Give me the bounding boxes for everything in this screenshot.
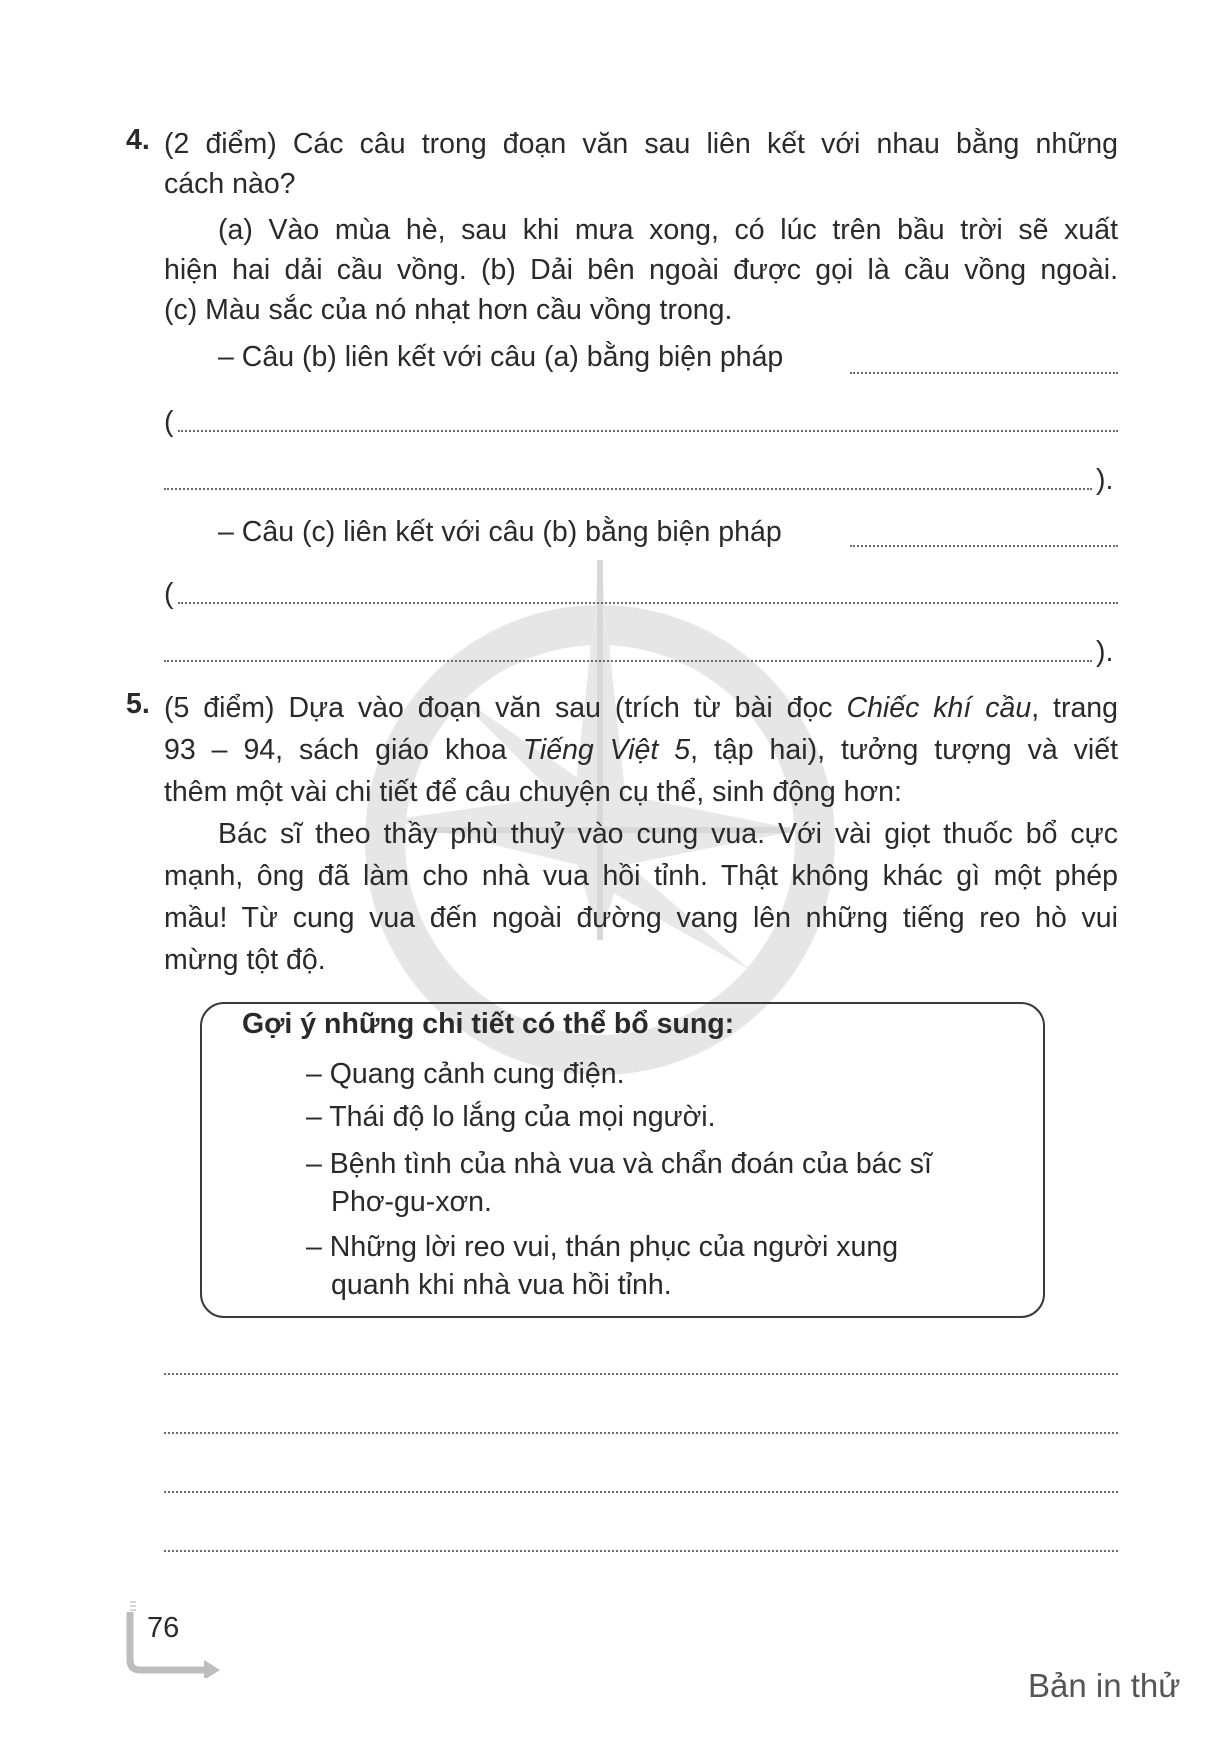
question-4-number: 4. (126, 124, 150, 156)
question-5-prompt-line (164, 730, 1118, 770)
answer-line-b-1[interactable] (850, 372, 1118, 374)
writing-line[interactable] (164, 1491, 1118, 1493)
answer-line-c-2[interactable] (178, 602, 1118, 604)
question-5-prompt-text: , trang (1031, 692, 1119, 724)
hint-item: – Quang cảnh cung điện. (306, 1058, 625, 1090)
question-5-number: 5. (126, 688, 150, 720)
answer-line-c-3[interactable] (164, 660, 1092, 662)
hint-item-continued: Phơ-gu-xơn. (331, 1186, 492, 1218)
writing-line[interactable] (164, 1550, 1118, 1552)
hint-item: – Thái độ lo lắng của mọi người. (306, 1101, 716, 1133)
question-4-prompt: (2 điểm) Các câu trong đoạn văn sau liên kết với nhau bằng những (164, 128, 1118, 160)
close-paren: ). (1096, 636, 1114, 668)
question-5-prompt-text: (5 điểm) Dựa vào đoạn văn sau (trích từ bài đọc (164, 692, 847, 724)
question-5-prompt-line: thêm một vài chi tiết để câu chuyện cụ thể, sinh động hơn: (164, 776, 902, 808)
question-4-passage-line: (c) Màu sắc của nó nhạt hơn cầu vồng trong. (164, 294, 733, 326)
question-4-prompt-continued: cách nào? (164, 168, 296, 200)
question-5-passage-line: mầu! Từ cung vua đến ngoài đường vang lên những tiếng reo hò vui (164, 902, 1118, 934)
item-b-label: – Câu (b) liên kết với câu (a) bằng biện pháp (218, 341, 784, 373)
draft-label: Bản in thử (1028, 1667, 1181, 1704)
open-paren: ( (164, 406, 174, 438)
textbook-title: Tiếng Việt 5 (522, 734, 691, 766)
open-paren: ( (164, 578, 174, 610)
hint-item: – Những lời reo vui, thán phục của người xung (306, 1231, 899, 1263)
hint-item: – Bệnh tình của nhà vua và chẩn đoán của bác sĩ (306, 1148, 932, 1180)
question-4-passage-line: hiện hai dải cầu vồng. (b) Dải bên ngoài được gọi là cầu vồng ngoài. (164, 254, 1118, 286)
item-c-label: – Câu (c) liên kết với câu (b) bằng biện pháp (218, 516, 782, 548)
book-title: Chiếc khí cầu (846, 692, 1032, 724)
hint-title: Gợi ý những chi tiết có thể bổ sung: (242, 1008, 735, 1040)
question-5-passage: Bác sĩ theo thầy phù thuỷ vào cung vua. Với vài giọt thuốc bổ cực (218, 818, 1118, 850)
question-5-prompt (164, 688, 1118, 728)
page-number: 76 (147, 1612, 180, 1644)
close-paren: ). (1096, 464, 1114, 496)
question-5-passage-line: mạnh, ông đã làm cho nhà vua hồi tỉnh. Thật không khác gì một phép (164, 860, 1118, 892)
hint-item-continued: quanh khi nhà vua hồi tỉnh. (331, 1269, 672, 1301)
writing-line[interactable] (164, 1373, 1118, 1375)
question-5-prompt-text: , tập hai), tưởng tượng và viết (690, 734, 1118, 766)
question-4-passage: (a) Vào mùa hè, sau khi mưa xong, có lúc trên bầu trời sẽ xuất (218, 214, 1118, 246)
answer-line-b-3[interactable] (164, 488, 1092, 490)
hint-box (200, 1002, 1045, 1318)
question-5-prompt-text: 93 – 94, sách giáo khoa (164, 734, 523, 766)
answer-line-c-1[interactable] (850, 545, 1118, 547)
question-5-passage-line: mừng tột độ. (164, 944, 326, 976)
answer-line-b-2[interactable] (178, 430, 1118, 432)
writing-line[interactable] (164, 1432, 1118, 1434)
